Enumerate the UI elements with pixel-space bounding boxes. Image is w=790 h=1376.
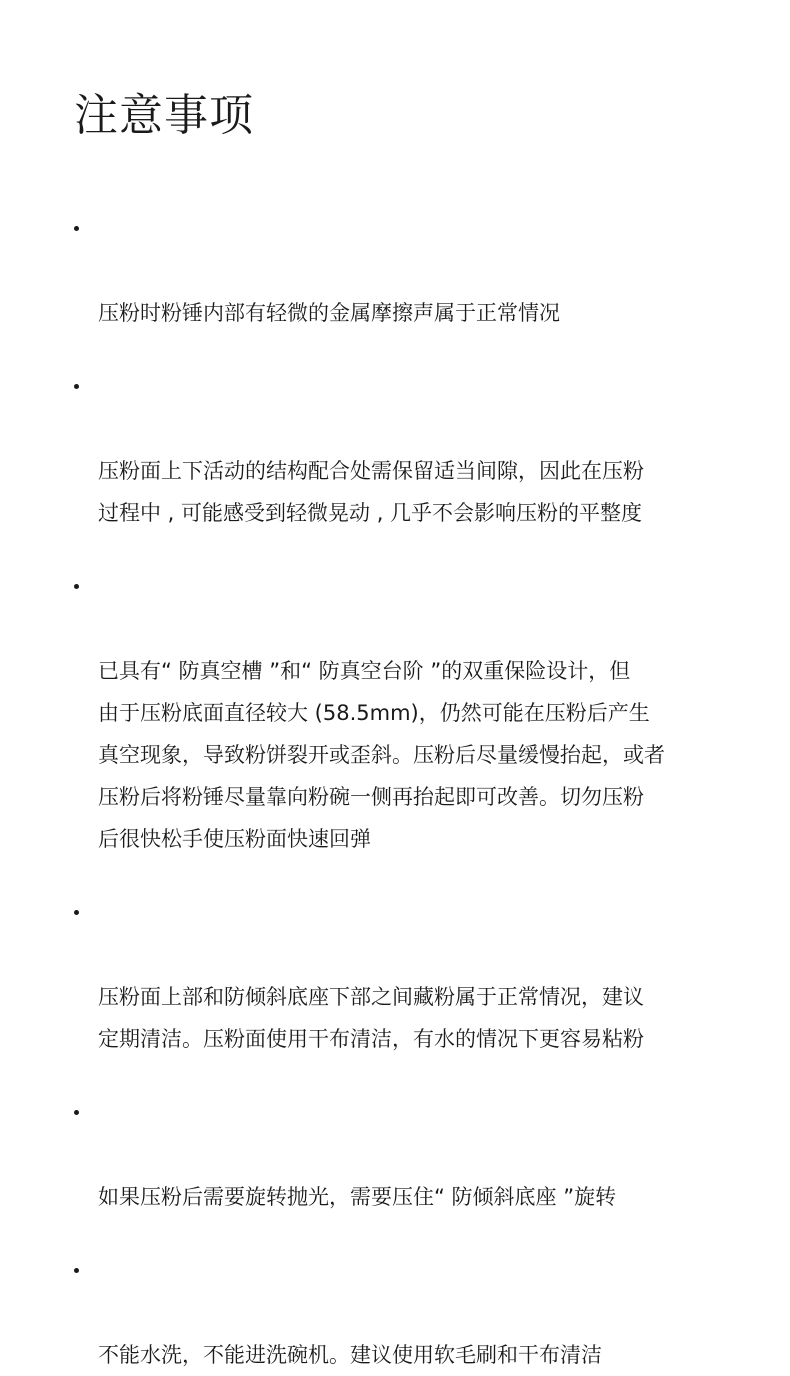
note-text: 不能水洗，不能进洗碗机。建议使用软毛刷和干布清洁 (98, 1343, 602, 1367)
note-item (74, 566, 724, 860)
page-title: 注意事项 (74, 90, 254, 141)
bullet-icon (74, 226, 79, 231)
note-text: 压粉时粉锤内部有轻微的金属摩擦声属于正常情况 (98, 301, 560, 325)
note-item (74, 892, 724, 1060)
note-text: 如果压粉后需要旋转抛光，需要压住“ 防倾斜底座 ”旋转 (98, 1185, 617, 1209)
bullet-icon (74, 1268, 79, 1273)
notes-list (74, 208, 724, 1376)
bullet-icon (74, 584, 79, 589)
note-text: 已具有“ 防真空槽 ”和“ 防真空台阶 ”的双重保险设计，但 由于压粉底面直径较大 (58.5mm)，仍然可能在压粉后产生 真空现象，导致粉饼裂开或歪斜。压粉后尽量缓慢抬起，或者 压粉后将粉锤尽量靠向粉碗一侧再抬起即可改善。切勿压粉 后很快松手使压粉面快速回弹 (98, 659, 665, 851)
bullet-icon (74, 910, 79, 915)
note-text: 压粉面上部和防倾斜底座下部之间藏粉属于正常情况，建议 定期清洁。压粉面使用干布清洁，有水的情况下更容易粘粉 (98, 985, 644, 1051)
note-item (74, 1092, 724, 1218)
note-text: 压粉面上下活动的结构配合处需保留适当间隙，因此在压粉 过程中 , 可能感受到轻微晃动 , 几乎不会影响压粉的平整度 (98, 459, 644, 525)
note-item (74, 366, 724, 534)
bullet-icon (74, 1110, 79, 1115)
note-item (74, 1250, 724, 1376)
note-item (74, 208, 724, 334)
bullet-icon (74, 384, 79, 389)
